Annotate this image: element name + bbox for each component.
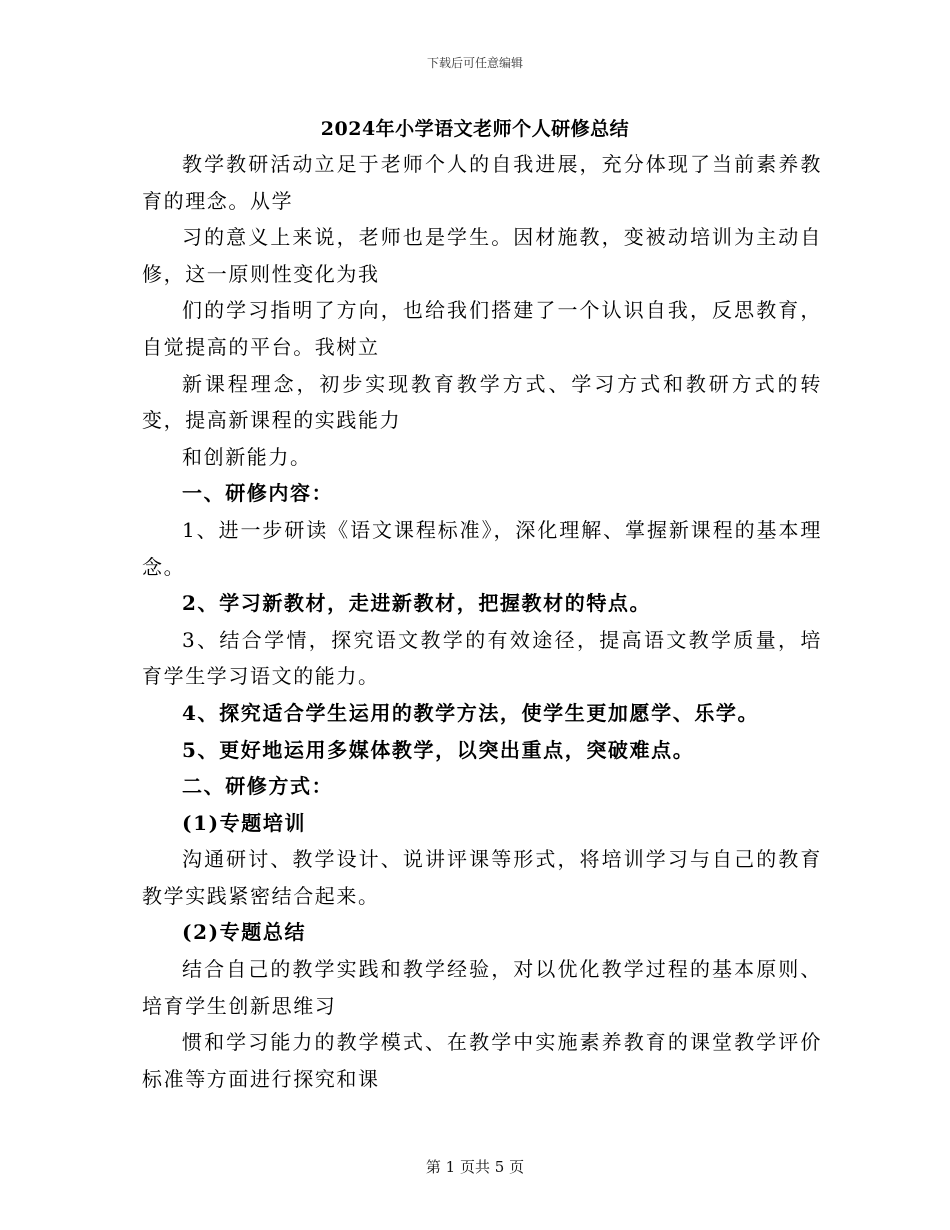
paragraph: 和创新能力。: [182, 444, 312, 469]
list-item: 4、探究适合学生运用的教学方法，使学生更加愿学、乐学。: [182, 700, 760, 725]
list-item: 3、结合学情，探究语文教学的有效途径，提高语文教学质量，培育学生学习语文的能力。: [142, 627, 822, 689]
subheading-summary: (2)专题总结: [182, 920, 307, 945]
header-note: 下载后可任意编辑: [426, 56, 523, 70]
document-body: [142, 146, 822, 1097]
list-item: 2、学习新教材，走进新教材，把握教材的特点。: [182, 591, 652, 616]
paragraph: 结合自己的教学实践和教学经验，对以优化教学过程的基本原则、培育学生创新思维习: [142, 957, 822, 1018]
section-heading-content: 一、研修内容：: [182, 481, 334, 506]
paragraph: 新课程理念，初步实现教育教学方式、学习方式和教研方式的转变，提高新课程的实践能力: [142, 371, 822, 433]
document-title: 2024年小学语文老师个人研修总结: [320, 118, 630, 140]
list-item: 5、更好地运用多媒体教学，以突出重点，突破难点。: [182, 737, 695, 762]
paragraph: 沟通研讨、教学设计、说讲评课等形式，将培训学习与自己的教育教学实践紧密结合起来。: [142, 847, 822, 908]
page-number: 第 1 页共 5 页: [425, 1158, 525, 1176]
paragraph: 教学教研活动立足于老师个人的自我进展，充分体现了当前素养教育的理念。从学: [142, 152, 822, 213]
section-heading-method: 二、研修方式：: [182, 774, 334, 799]
subheading-training: (1)专题培训: [182, 810, 307, 835]
paragraph: 惯和学习能力的教学模式、在教学中实施素养教育的课堂教学评价标准等方面进行探究和课: [142, 1030, 822, 1091]
paragraph: 习的意义上来说，老师也是学生。因材施教，变被动培训为主动自修，这一原则性变化为我: [142, 225, 822, 286]
paragraph: 们的学习指明了方向，也给我们搭建了一个认识自我，反思教育，自觉提高的平台。我树立: [142, 298, 822, 359]
list-item: 1、进一步研读《语文课程标准》，深化理解、掌握新课程的基本理念。: [142, 517, 822, 579]
